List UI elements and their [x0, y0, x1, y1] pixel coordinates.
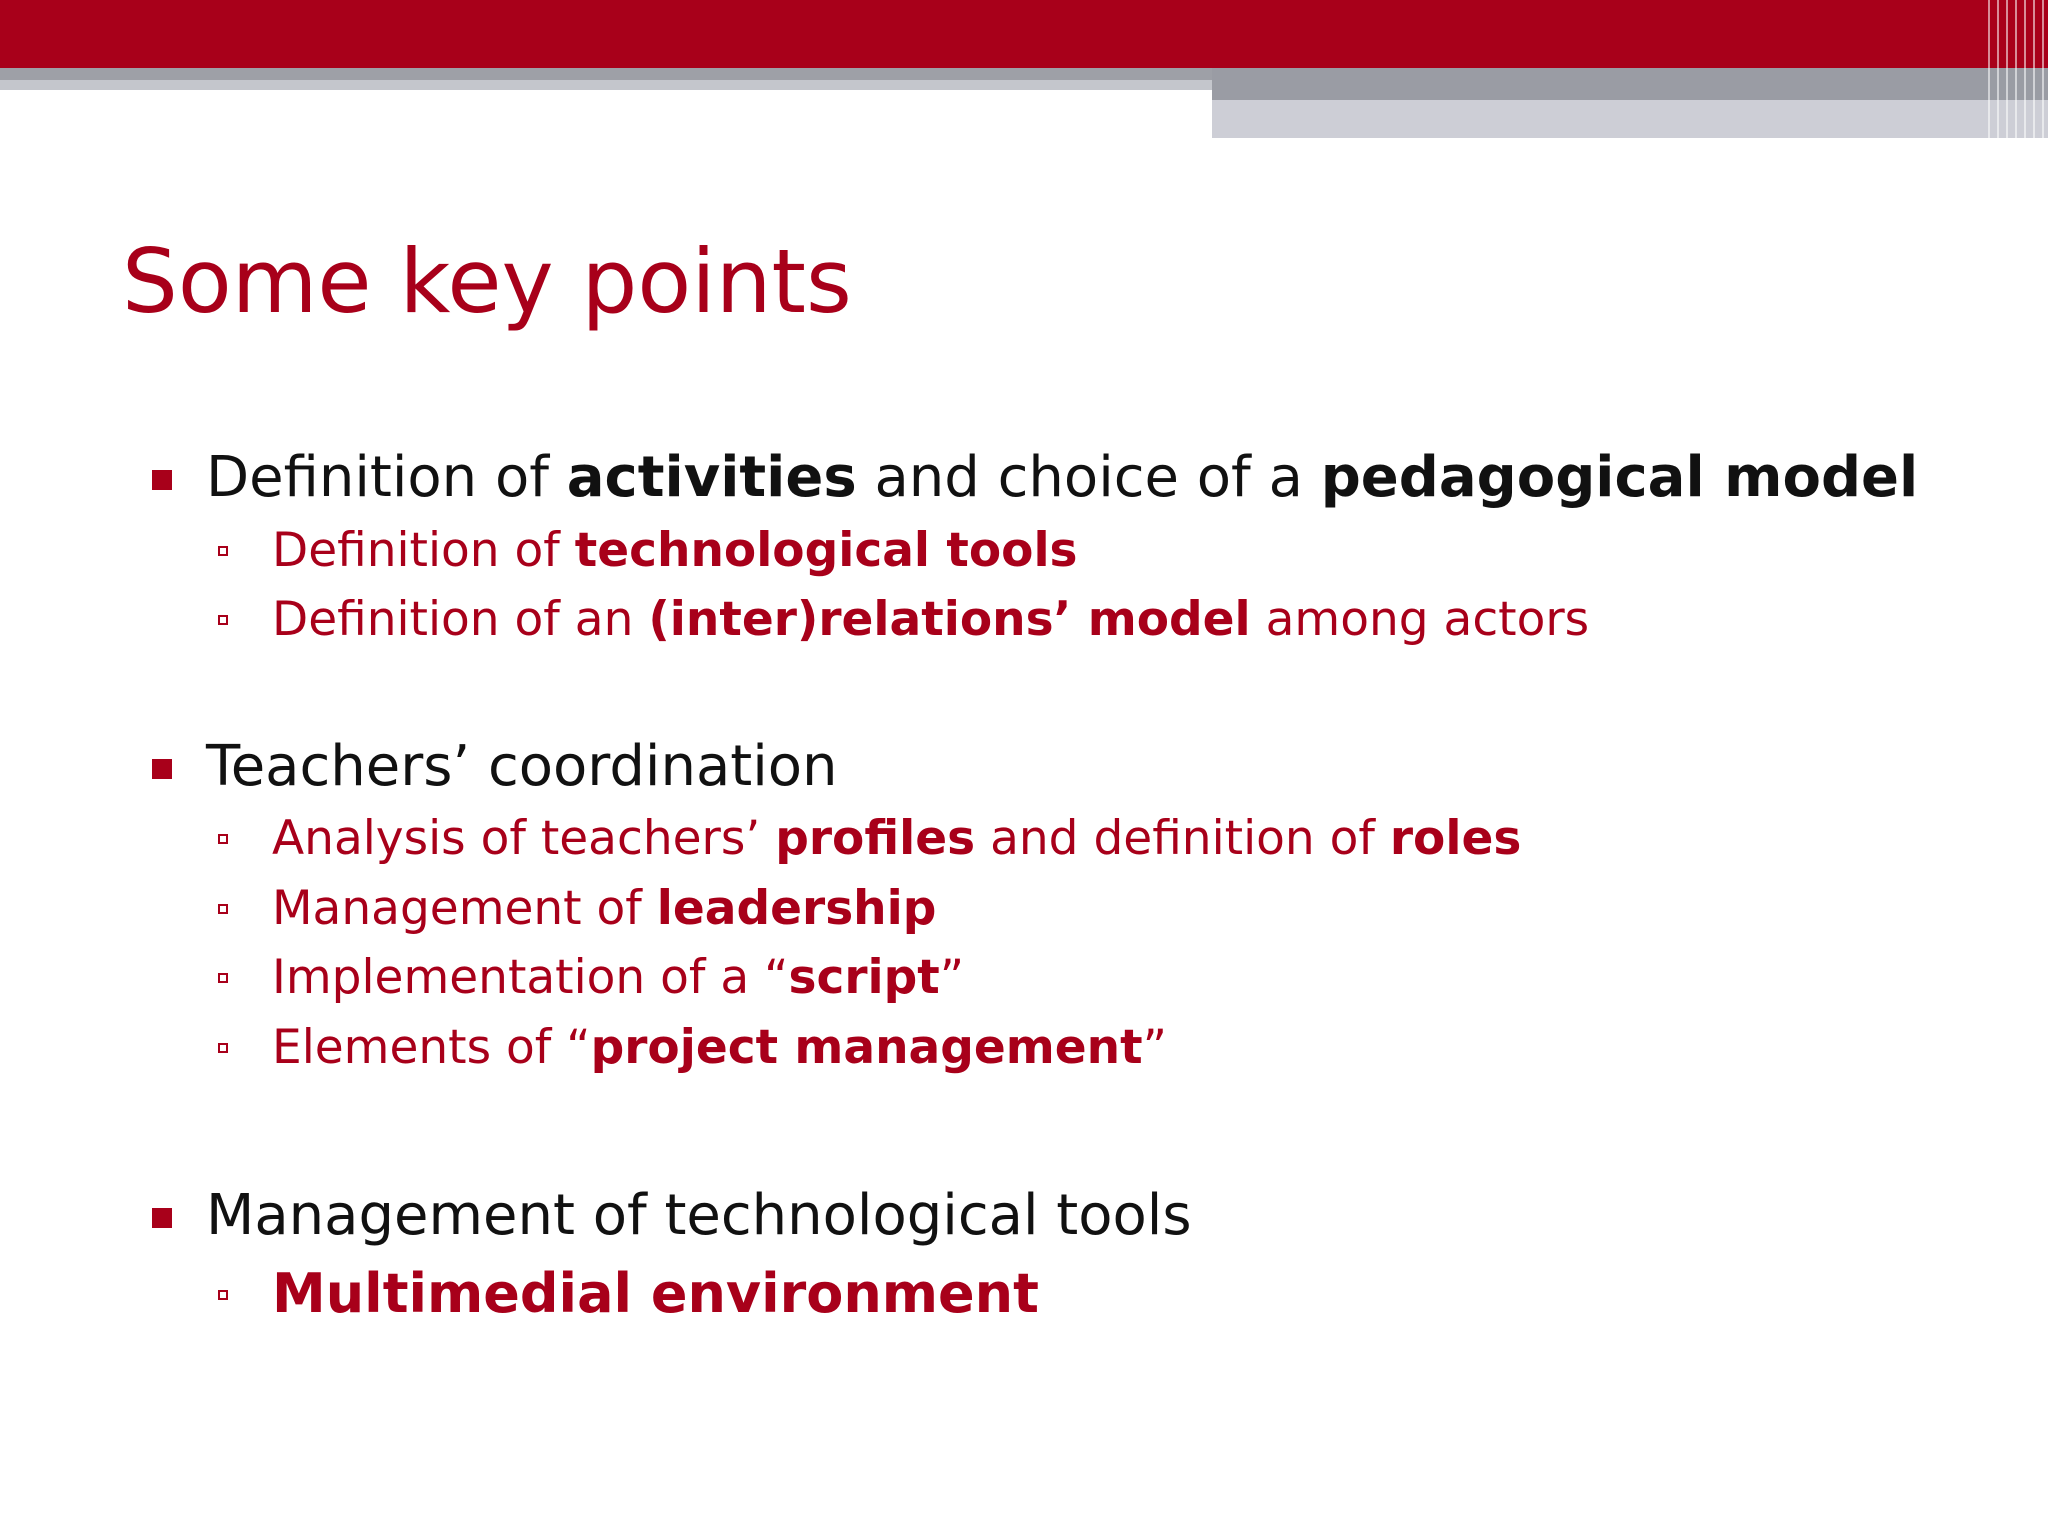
- subbullet-emphasis: script: [788, 950, 940, 1006]
- hollow-square-bullet-icon: [218, 1043, 228, 1053]
- subbullet-text: Definition of an: [272, 592, 649, 648]
- subbullet-text: Management of: [272, 880, 657, 936]
- subbullet-text: Implementation of a “: [272, 950, 789, 1006]
- hollow-square-bullet-icon: [218, 834, 228, 844]
- subbullet-project-management: [150, 1013, 2010, 1083]
- subbullet-emphasis: profiles: [775, 811, 976, 867]
- slide-title: Some key points: [122, 230, 852, 333]
- subbullet-relations-model: [150, 585, 2010, 655]
- bullet-management-tools: [150, 1178, 2010, 1254]
- square-bullet-icon: [152, 470, 172, 490]
- subbullet-emphasis: leadership: [656, 880, 937, 936]
- square-bullet-icon: [152, 1208, 172, 1228]
- bullet-emphasis: pedagogical model: [1320, 445, 1919, 510]
- hollow-square-bullet-icon: [218, 615, 228, 625]
- subbullet-text: Elements of “: [272, 1019, 591, 1075]
- subbullet-emphasis: Multimedial environment: [272, 1262, 1039, 1326]
- header-gray-block: [1212, 68, 2048, 100]
- header-light-block: [1212, 100, 2048, 138]
- hollow-square-bullet-icon: [218, 1290, 228, 1300]
- header-vertical-stripes: [1988, 0, 2048, 138]
- bullet-text: and choice of a: [856, 445, 1321, 510]
- subbullet-text: ”: [939, 950, 965, 1006]
- bullet-text: Teachers’ coordination: [206, 733, 838, 799]
- square-bullet-icon: [152, 759, 172, 779]
- spacer: [150, 655, 2010, 729]
- hollow-square-bullet-icon: [218, 904, 228, 914]
- bullet-text: Definition of: [206, 445, 567, 510]
- subbullet-profiles-roles: [150, 804, 2010, 874]
- subbullet-text: among actors: [1250, 592, 1590, 648]
- header-gray-stripe: [0, 68, 1212, 90]
- header-red-bar: [0, 0, 2048, 68]
- subbullet-script: [150, 943, 2010, 1013]
- bullet-teachers-coordination: [150, 729, 2010, 805]
- subbullet-emphasis: (inter)relations’ model: [648, 592, 1251, 648]
- subbullet-technological-tools: [150, 516, 2010, 586]
- hollow-square-bullet-icon: [218, 546, 228, 556]
- subbullet-leadership: [150, 874, 2010, 944]
- subbullet-text: ”: [1142, 1019, 1167, 1075]
- bullet-text: Management of technological tools: [206, 1183, 1192, 1249]
- subbullet-emphasis: technological tools: [574, 522, 1078, 578]
- subbullet-emphasis: project management: [590, 1019, 1143, 1075]
- subbullet-multimedial-environment: [150, 1254, 2010, 1334]
- spacer: [150, 1082, 2010, 1178]
- hollow-square-bullet-icon: [218, 973, 228, 983]
- bullet-list: [150, 440, 2010, 1334]
- subbullet-emphasis: roles: [1389, 811, 1522, 867]
- bullet-activities-model: [150, 440, 2010, 516]
- subbullet-text: and definition of: [975, 811, 1390, 867]
- subbullet-text: Definition of: [272, 522, 575, 578]
- bullet-emphasis: activities: [566, 445, 857, 510]
- subbullet-text: Analysis of teachers’: [272, 811, 776, 867]
